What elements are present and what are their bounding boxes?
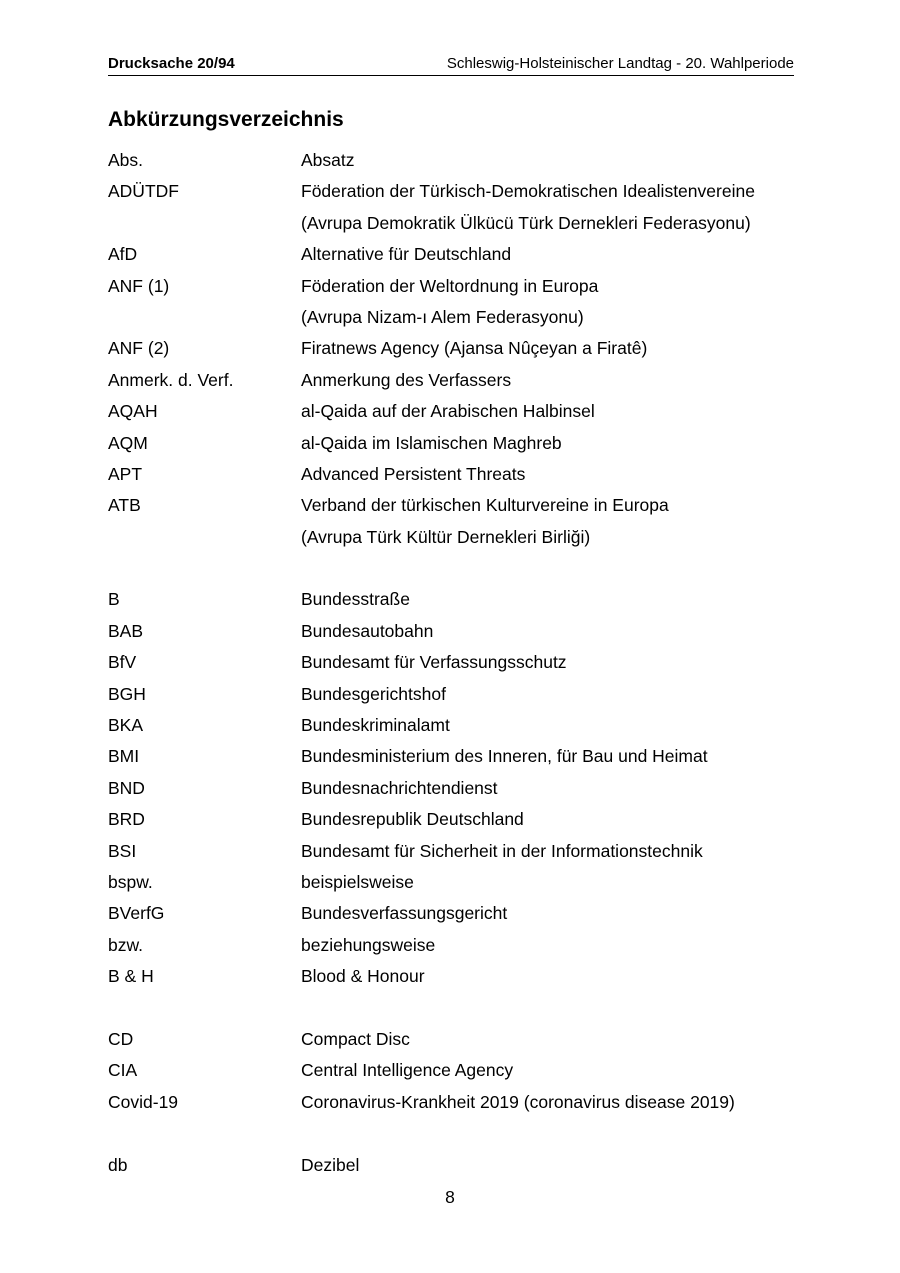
abbreviation-definition: Bundesministerium des Inneren, für Bau und Heimat (301, 746, 708, 767)
abbreviation-row (108, 930, 808, 961)
abbreviation-definition: Bundesnachrichtendienst (301, 777, 498, 798)
abbreviation-term: B & H (108, 966, 154, 987)
abbreviation-term: AfD (108, 244, 138, 265)
abbreviation-row (108, 271, 808, 302)
abbreviation-definition: beispielsweise (301, 871, 414, 892)
abbreviation-definition: Verband der türkischen Kulturvereine in Europa (301, 495, 669, 516)
abbreviation-row (108, 993, 808, 1024)
abbreviation-row (108, 396, 808, 427)
abbreviation-term: db (108, 1154, 128, 1175)
abbreviation-row (108, 836, 808, 867)
abbreviation-term: BKA (108, 715, 144, 736)
abbreviation-row (108, 365, 808, 396)
abbreviation-definition: Bundesgerichtshof (301, 683, 446, 704)
abbreviation-definition: Anmerkung des Verfassers (301, 369, 512, 390)
abbreviation-row (108, 584, 808, 615)
abbreviation-term: ADÜTDF (108, 181, 179, 202)
abbreviation-definition: Coronavirus-Krankheit 2019 (coronavirus disease 2019) (301, 1091, 735, 1112)
abbreviation-term: CIA (108, 1060, 138, 1081)
abbreviation-term: bzw. (108, 934, 144, 955)
abbreviation-definition: al-Qaida auf der Arabischen Halbinsel (301, 401, 595, 422)
abbreviation-term: BND (108, 777, 145, 798)
abbreviation-row (108, 176, 808, 207)
abbreviation-term: ATB (108, 495, 141, 516)
abbreviation-term: Anmerk. d. Verf. (108, 369, 234, 390)
abbreviation-definition: Bundeskriminalamt (301, 715, 450, 736)
abbreviation-term: BAB (108, 620, 144, 641)
abbreviation-definition: Dezibel (301, 1154, 360, 1175)
abbreviation-term: ANF (2) (108, 338, 170, 359)
abbreviation-definition: Alternative für Deutschland (301, 244, 512, 265)
abbreviation-row (108, 522, 808, 553)
abbreviation-row (108, 333, 808, 364)
abbreviation-row (108, 867, 808, 898)
page-title: Abkürzungsverzeichnis (108, 108, 344, 131)
abbreviation-definition: (Avrupa Nizam-ı Alem Federasyonu) (301, 306, 584, 327)
abbreviation-definition: Bundesrepublik Deutschland (301, 809, 524, 830)
abbreviation-term: Abs. (108, 150, 144, 170)
document-source: Schleswig-Holsteinischer Landtag - 20. Wahlperiode (446, 55, 794, 72)
abbreviation-definition: beziehungsweise (301, 934, 436, 955)
abbreviation-row (108, 428, 808, 459)
abbreviation-row (108, 145, 808, 176)
abbreviation-list (108, 145, 808, 1181)
abbreviation-term: BVerfG (108, 903, 165, 924)
abbreviation-row (108, 1118, 808, 1149)
abbreviation-definition: Bundesamt für Verfassungsschutz (301, 652, 567, 673)
page-number: 8 (445, 1187, 455, 1207)
abbreviation-definition: al-Qaida im Islamischen Maghreb (301, 432, 562, 453)
abbreviation-definition: Absatz (301, 150, 355, 170)
abbreviation-definition: (Avrupa Türk Kültür Dernekleri Birliği) (301, 526, 591, 547)
abbreviation-definition: Firatnews Agency (Ajansa Nûçeyan a Firatê) (301, 338, 648, 359)
abbreviation-definition: Bundesstraße (301, 589, 410, 610)
abbreviation-term: B (108, 589, 120, 610)
abbreviation-definition: Bundesautobahn (301, 620, 434, 641)
abbreviation-row (108, 804, 808, 835)
abbreviation-definition: Bundesverfassungsgericht (301, 903, 508, 924)
abbreviation-term: AQAH (108, 401, 158, 422)
abbreviation-row (108, 710, 808, 741)
abbreviation-row (108, 553, 808, 584)
abbreviation-definition: (Avrupa Demokratik Ülkücü Türk Dernekleri Federasyonu) (301, 212, 751, 233)
abbreviation-term: APT (108, 463, 143, 484)
abbreviation-row (108, 1024, 808, 1055)
abbreviation-definition: Compact Disc (301, 1028, 410, 1049)
abbreviation-row (108, 741, 808, 772)
page-header (108, 55, 794, 76)
abbreviation-term: AQM (108, 432, 148, 453)
abbreviation-term: BGH (108, 683, 146, 704)
abbreviation-row (108, 1055, 808, 1086)
abbreviation-term: BMI (108, 746, 140, 767)
abbreviation-row (108, 239, 808, 270)
document-number: Drucksache 20/94 (108, 55, 235, 72)
abbreviation-row (108, 616, 808, 647)
abbreviation-row (108, 898, 808, 929)
abbreviation-definition: Föderation der Türkisch-Demokratischen Idealistenvereine (301, 181, 755, 202)
abbreviation-definition: Blood & Honour (301, 966, 425, 987)
abbreviation-term: BRD (108, 809, 145, 830)
abbreviation-term: CD (108, 1028, 134, 1049)
abbreviation-term: bspw. (108, 871, 153, 892)
abbreviation-row (108, 490, 808, 521)
abbreviation-row (108, 1087, 808, 1118)
abbreviation-term: BSI (108, 840, 137, 861)
abbreviation-term: Covid-19 (108, 1091, 179, 1112)
abbreviation-row (108, 1150, 808, 1181)
abbreviation-definition: Föderation der Weltordnung in Europa (301, 275, 599, 296)
abbreviation-row (108, 208, 808, 239)
abbreviation-term: ANF (1) (108, 275, 170, 296)
abbreviation-term: BfV (108, 652, 137, 673)
abbreviation-row (108, 773, 808, 804)
abbreviation-row (108, 961, 808, 992)
abbreviation-definition: Bundesamt für Sicherheit in der Informationstechnik (301, 840, 703, 861)
abbreviation-definition: Central Intelligence Agency (301, 1060, 514, 1081)
abbreviation-row (108, 459, 808, 490)
abbreviation-row (108, 679, 808, 710)
abbreviation-row (108, 647, 808, 678)
abbreviation-row (108, 302, 808, 333)
abbreviation-definition: Advanced Persistent Threats (301, 463, 526, 484)
